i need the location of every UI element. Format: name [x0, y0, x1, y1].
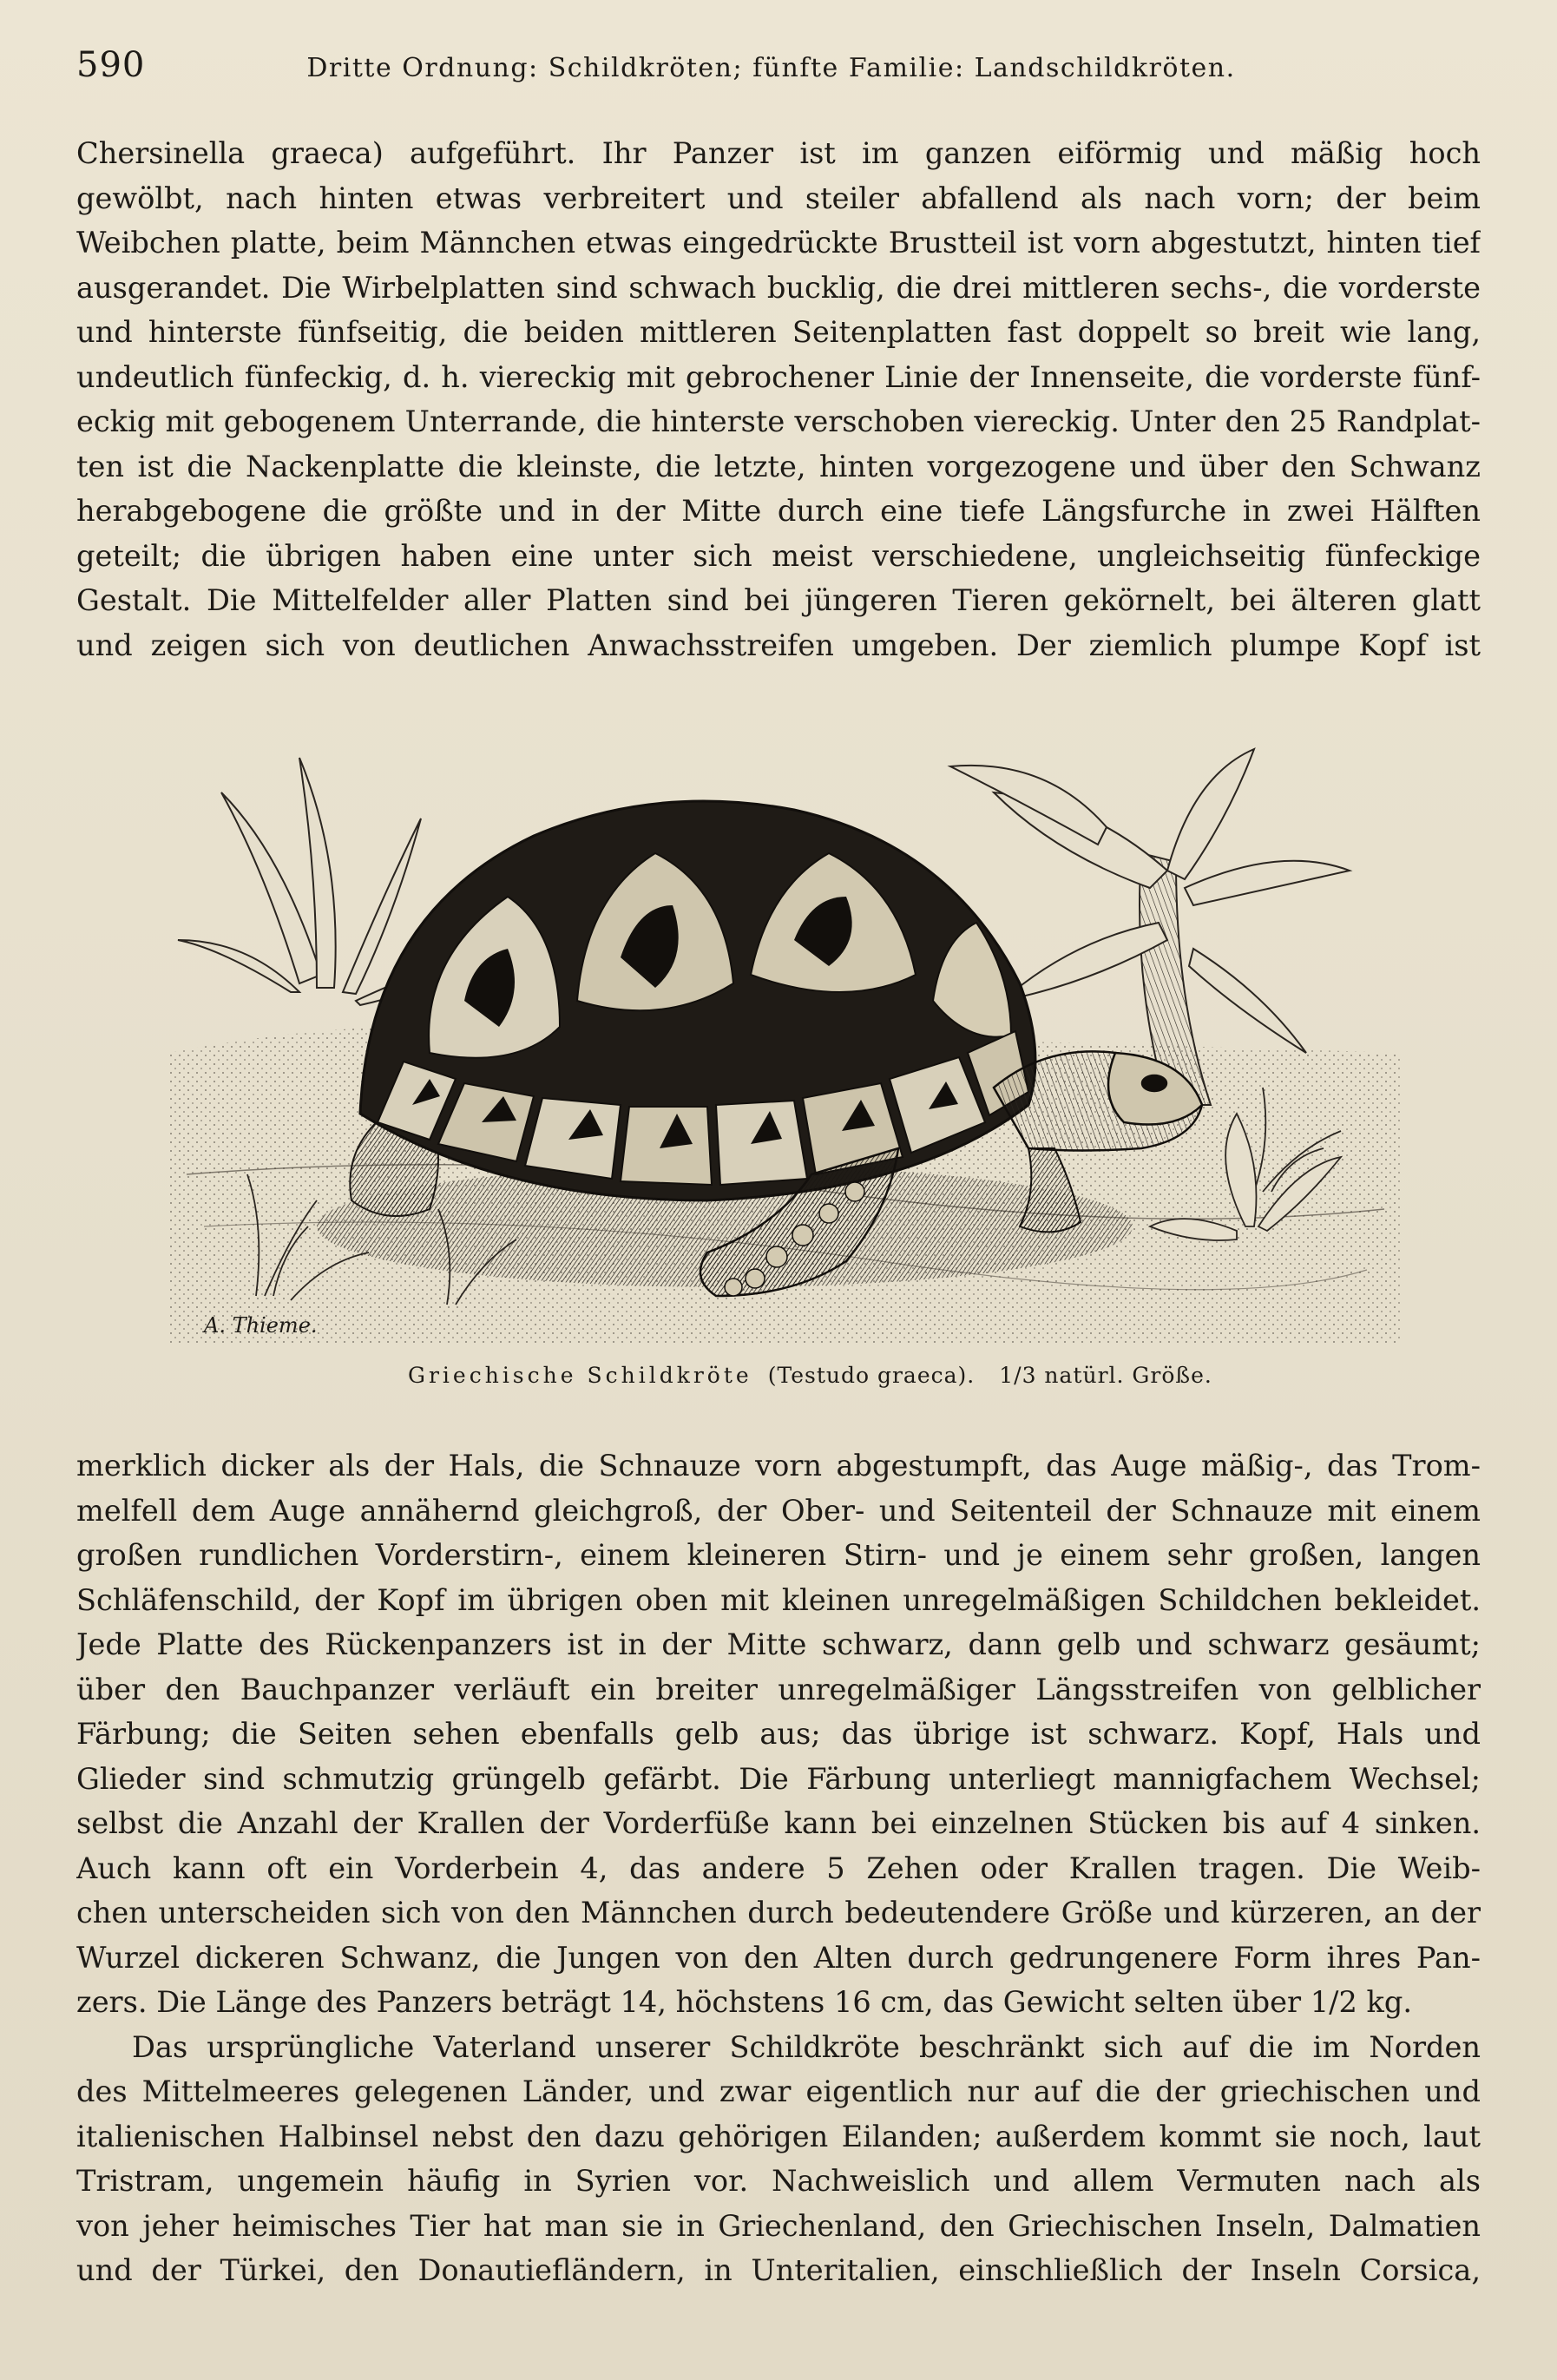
caption-latin: (Testudo graeca). [767, 1363, 976, 1388]
text-line: geteilt; die übrigen haben eine unter sich meist verschiedene, ungleichseitig fünfeckige [76, 538, 1481, 573]
text-line: Färbung; die Seiten sehen ebenfalls gelb aus; das übrige ist schwarz. Kopf, Hals und [76, 1717, 1481, 1751]
text-line: eckig mit gebogenem Unterrande, die hinterste verschoben viereckig. Unter den 25 Randplat- [76, 404, 1481, 438]
text-line: Gestalt. Die Mittelfelder aller Platten sind bei jüngeren Tieren gekörnelt, bei älteren glatt [76, 583, 1481, 617]
tortoise-shell [360, 801, 1035, 1200]
text-line: von jeher heimisches Tier hat man sie in Griechenland, den Griechischen Inseln, Dalmatien [76, 2208, 1481, 2243]
text-line: ausgerandet. Die Wirbelplatten sind schwach bucklig, die drei mittleren sechs-, die vorderste [76, 270, 1481, 305]
text-line: ten ist die Nackenplatte die kleinste, die letzte, hinten vorgezogene und über den Schwanz [76, 449, 1481, 483]
tortoise-head [994, 1051, 1202, 1150]
text-line: Jede Platte des Rückenpanzers ist in der Mitte schwarz, dann gelb und schwarz gesäumt; [76, 1627, 1481, 1661]
tortoise-eye [1142, 1075, 1166, 1091]
running-head: Dritte Ordnung: Schildkröten; fünfte Familie: Landschildkröten. [306, 53, 1236, 83]
text-line: Chersinella graeca) aufgeführt. Ihr Panzer ist im ganzen eiförmig und mäßig hoch [76, 136, 1481, 170]
text-line: und zeigen sich von deutlichen Anwachsstreifen umgeben. Der ziemlich plumpe Kopf ist [76, 628, 1481, 662]
text-line: Auch kann oft ein Vorderbein 4, das andere 5 Zehen oder Krallen tragen. Die Weib- [76, 1851, 1481, 1885]
text-line: großen rundlichen Vorderstirn-, einem kleineren Stirn- und je einem sehr großen, langen [76, 1538, 1481, 1572]
text-line: chen unterscheiden sich von den Männchen durch bedeutendere Größe und kürzeren, an der [76, 1896, 1481, 1930]
caption-species: Griechische Schildkröte [408, 1363, 752, 1388]
text-line: selbst die Anzahl der Krallen der Vorderfüße kann bei einzelnen Stücken bis auf 4 sinken. [76, 1806, 1481, 1840]
text-line: Tristram, ungemein häufig in Syrien vor. Nachweislich und allem Vermuten nach als [76, 2164, 1481, 2198]
text-line: Schläfenschild, der Kopf im übrigen oben mit kleinen unregelmäßigen Schildchen bekleidet. [76, 1582, 1481, 1617]
text-line: zers. Die Länge des Panzers beträgt 14, höchstens 16 cm, das Gewicht selten über 1/2 kg. [76, 1985, 1413, 2019]
text-line: italienischen Halbinsel nebst den dazu gehörigen Eilanden; außerdem kommt sie noch, laut [76, 2119, 1481, 2153]
text-line: des Mittelmeeres gelegenen Länder, und zwar eigentlich nur auf die der griechischen und [76, 2074, 1481, 2108]
page-number: 590 [76, 45, 146, 85]
text-line: merklich dicker als der Hals, die Schnauze vorn abgestumpft, das Auge mäßig-, das Trom- [76, 1449, 1481, 1483]
text-line: undeutlich fünfeckig, d. h. viereckig mit gebrochener Linie der Innenseite, die vorderste fünf- [76, 359, 1481, 394]
text-line: über den Bauchpanzer verläuft ein breiter unregelmäßiger Längsstreifen von gelblicher [76, 1672, 1481, 1706]
tortoise-illustration [169, 740, 1402, 1344]
text-line: melfell dem Auge annähernd gleichgroß, der Ober- und Seitenteil der Schnauze mit einem [76, 1493, 1481, 1528]
text-line: und hinterste fünfseitig, die beiden mittleren Seitenplatten fast doppelt so breit wie lang, [76, 315, 1481, 349]
artist-signature: A. Thieme. [204, 1313, 318, 1338]
text-line: herabgebogene die größte und in der Mitte durch eine tiefe Längsfurche in zwei Hälften [76, 494, 1481, 528]
figure-caption [408, 1363, 1212, 1397]
page-header [76, 45, 1482, 97]
text-line: Wurzel dickeren Schwanz, die Jungen von den Alten durch gedrungenere Form ihres Pan- [76, 1940, 1481, 1975]
text-line: gewölbt, nach hinten etwas verbreitert und steiler abfallend als nach vorn; der beim [76, 181, 1481, 215]
text-line: Glieder sind schmutzig grüngelb gefärbt. Die Färbung unterliegt mannigfachem Wechsel; [76, 1761, 1481, 1796]
caption-scale: 1/3 natürl. Größe. [999, 1363, 1212, 1388]
text-line: Das ursprüngliche Vaterland unserer Schildkröte beschränkt sich auf die im Norden [132, 2029, 1481, 2064]
text-line: und der Türkei, den Donautiefländern, in Unteritalien, einschließlich der Inseln Corsica, [76, 2253, 1481, 2287]
text-line: Weibchen platte, beim Männchen etwas eingedrückte Brustteil ist vorn abgestutzt, hinten tief [76, 226, 1481, 260]
body-text-top [76, 131, 1481, 667]
body-text-bottom [76, 1443, 1481, 2293]
